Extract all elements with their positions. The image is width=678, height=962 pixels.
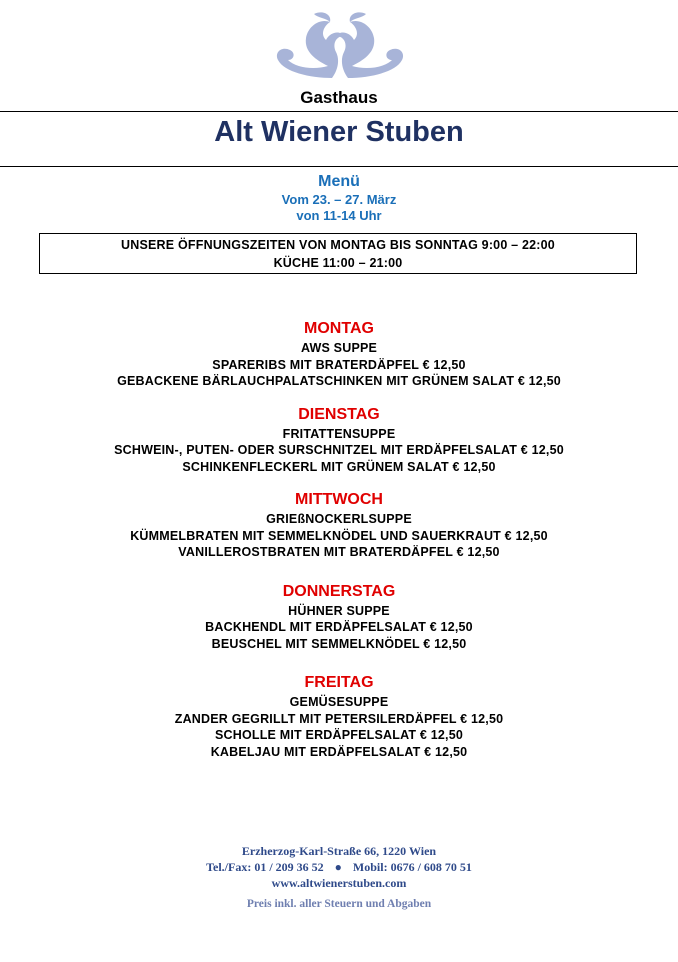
day-name: DONNERSTAG: [282, 582, 396, 600]
day-thursday: [0, 581, 678, 653]
price-note: Preis inkl. aller Steuern und Abgaben: [246, 898, 432, 910]
bullet-separator: ●: [334, 860, 342, 874]
menu-item: HÜHNER SUPPE: [288, 603, 390, 618]
menu-item: SCHINKENFLECKERL MIT GRÜNEM SALAT € 12,50: [182, 459, 496, 474]
day-name: FREITAG: [304, 674, 374, 691]
header-rule-bottom: [0, 166, 678, 167]
menu-item: ZANDER GEGRILLT MIT PETERSILERDÄPFEL € 12,50: [174, 711, 504, 726]
menu-item: SPARERIBS MIT BRATERDÄPFEL € 12,50: [212, 357, 466, 372]
menu-time-range: von 11-14 Uhr: [296, 208, 382, 223]
ornament-logo: [270, 8, 410, 82]
opening-hours-line: UNSERE ÖFFNUNGSZEITEN VON MONTAG BIS SONNTAG 9:00 – 22:00: [121, 237, 555, 252]
menu-item: SCHWEIN-, PUTEN- ODER SURSCHNITZEL MIT ERDÄPFELSALAT € 12,50: [114, 443, 564, 457]
weekly-menu: [0, 318, 678, 774]
menu-item: BACKHENDL MIT ERDÄPFELSALAT € 12,50: [205, 620, 473, 634]
menu-item: GRIEßNOCKERLSUPPE: [266, 512, 412, 526]
menu-item: GEMÜSESUPPE: [289, 695, 389, 709]
contact-line: [0, 859, 678, 875]
restaurant-title: Alt Wiener Stuben: [214, 116, 464, 148]
kitchen-hours-line: KÜCHE 11:00 – 21:00: [273, 255, 403, 270]
menu-item: FRITATTENSUPPE: [282, 426, 396, 441]
menu-item: KABELJAU MIT ERDÄPFELSALAT € 12,50: [210, 744, 468, 759]
mobile: Mobil: 0676 / 608 70 51: [352, 860, 472, 874]
footer: [0, 843, 678, 912]
day-monday: [0, 318, 678, 390]
day-friday: [0, 672, 678, 760]
day-name: DIENSTAG: [298, 405, 380, 423]
header-rule-top: [0, 111, 678, 112]
day-name: MITTWOCH: [295, 491, 383, 508]
menu-item: KÜMMELBRATEN MIT SEMMELKNÖDEL UND SAUERKRAUT € 12,50: [130, 528, 548, 543]
website-link[interactable]: www.altwienerstuben.com: [271, 876, 407, 890]
menu-item: BEUSCHEL MIT SEMMELKNÖDEL € 12,50: [211, 636, 467, 651]
address: Erzherzog-Karl-Straße 66, 1220 Wien: [241, 844, 437, 858]
menu-heading: Menü: [318, 173, 360, 190]
menu-item: AWS SUPPE: [300, 341, 378, 355]
menu-item: SCHOLLE MIT ERDÄPFELSALAT € 12,50: [214, 728, 464, 742]
day-tuesday: [0, 404, 678, 476]
menu-date-range: Vom 23. – 27. März: [281, 192, 397, 207]
menu-item: GEBACKENE BÄRLAUCHPALATSCHINKEN MIT GRÜNEM SALAT € 12,50: [117, 374, 561, 388]
phone: Tel./Fax: 01 / 209 36 52: [206, 860, 324, 874]
menu-heading-block: [0, 172, 678, 224]
menu-item: VANILLEROSTBRATEN MIT BRATERDÄPFEL € 12,50: [178, 545, 500, 559]
subtitle: Gasthaus: [300, 88, 378, 107]
day-wednesday: [0, 489, 678, 561]
opening-hours-box: [39, 233, 637, 274]
day-name: MONTAG: [304, 320, 374, 337]
